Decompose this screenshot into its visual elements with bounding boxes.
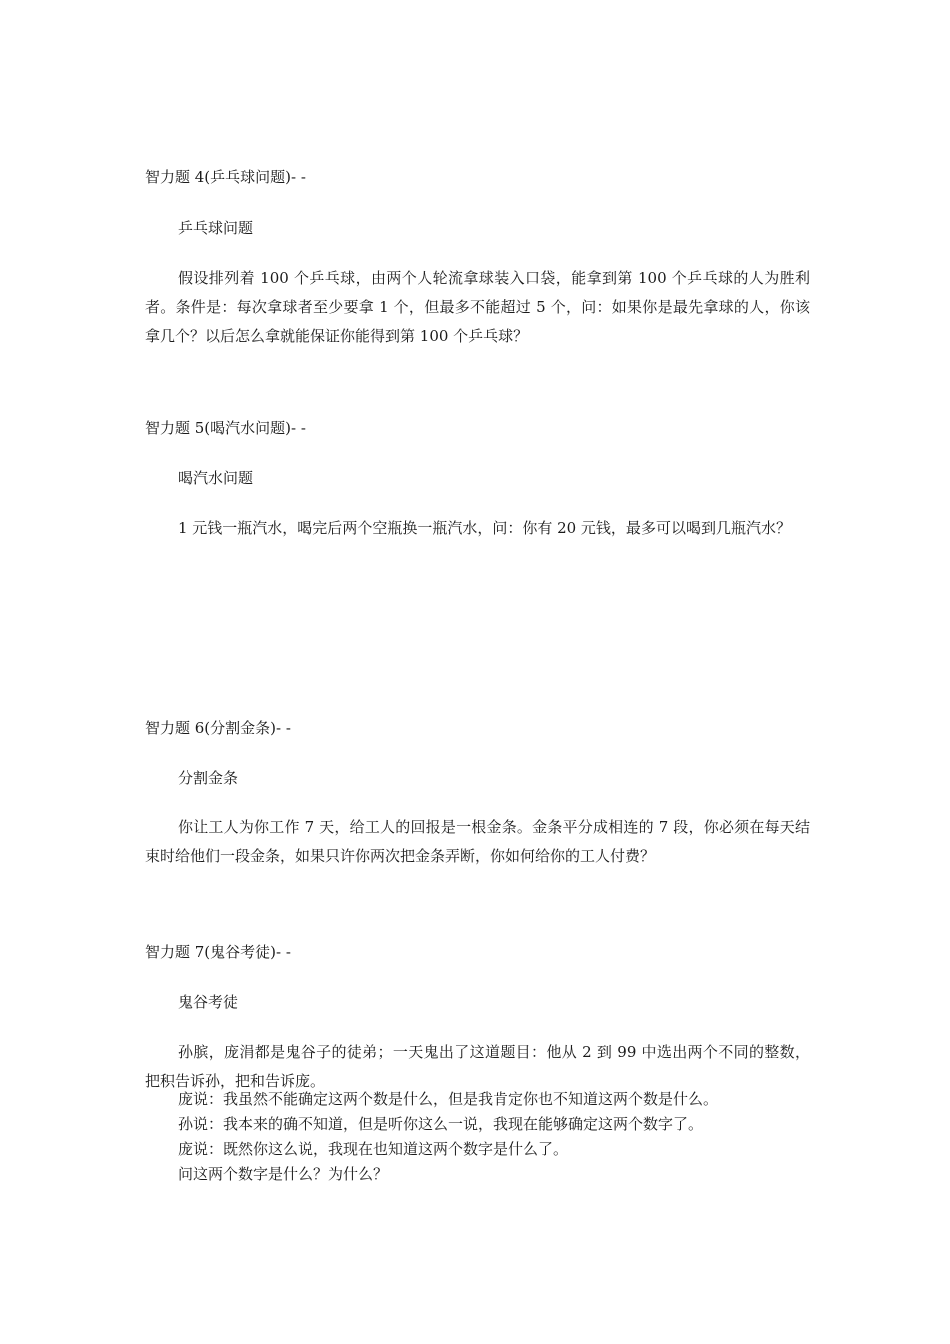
section-4-paragraph: 假设排列着 100 个乒乓球，由两个人轮流拿球装入口袋，能拿到第 100 个乒乓球的人为胜利者。条件是：每次拿球者至少要拿 1 个，但最多不能超过 5 个，问：如果你是最先拿球的人，你该拿几个？以后怎么拿就能保证你能得到第 100 个乒乓球？: [145, 269, 810, 345]
section-4-heading: 智力题 4(乒乓球问题)- -: [145, 168, 306, 186]
dialogue-line-1: 庞说：我虽然不能确定这两个数是什么，但是我肯定你也不知道这两个数是什么。: [178, 1090, 719, 1108]
section-7-heading: 智力题 7(鬼谷考徒)- -: [145, 943, 291, 961]
section-6-paragraph: 你让工人为你工作 7 天，给工人的回报是一根金条。金条平分成相连的 7 段，你必须在每天结束时给他们一段金条，如果只许你两次把金条弄断，你如何给你的工人付费？: [145, 818, 810, 865]
section-7-paragraph: 孙膑，庞涓都是鬼谷子的徒弟；一天鬼出了这道题目：他从 2 到 99 中选出两个不同的整数，把积告诉孙，把和告诉庞。: [145, 1043, 810, 1090]
dialogue-line-3: 庞说：既然你这么说，我现在也知道这两个数字是什么了。: [178, 1140, 569, 1158]
section-5-subtitle: 喝汽水问题: [178, 469, 254, 487]
section-5-heading: 智力题 5(喝汽水问题)- -: [145, 419, 306, 437]
section-5-paragraph: 1 元钱一瓶汽水，喝完后两个空瓶换一瓶汽水，问：你有 20 元钱，最多可以喝到几瓶汽水？: [178, 519, 791, 537]
section-7-subtitle: 鬼谷考徒: [178, 993, 239, 1011]
question-line: 问这两个数字是什么？为什么？: [178, 1165, 389, 1183]
section-6-subtitle: 分割金条: [178, 769, 239, 787]
section-6-heading: 智力题 6(分割金条)- -: [145, 719, 291, 737]
section-4-subtitle: 乒乓球问题: [178, 219, 254, 237]
dialogue-line-2: 孙说：我本来的确不知道，但是听你这么一说，我现在能够确定这两个数字了。: [178, 1115, 704, 1133]
